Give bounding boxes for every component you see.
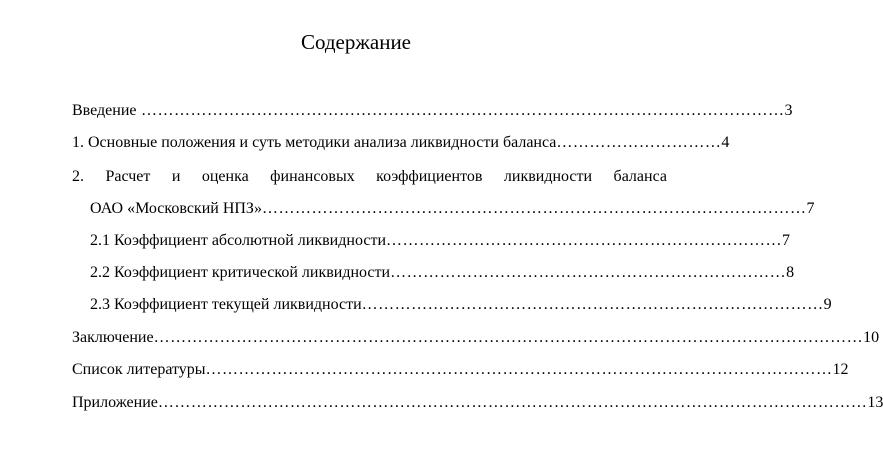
- toc-entry-introduction: [72, 100, 793, 122]
- toc-page-number: 13: [867, 394, 883, 411]
- toc-page-number: 7: [806, 200, 815, 217]
- toc-word: баланса: [613, 168, 667, 185]
- toc-entry-conclusion: [72, 327, 880, 349]
- toc-entry-appendix: [72, 392, 883, 414]
- toc-entry-text: 1. Основные положения и суть методики анализа ликвидности баланса: [72, 134, 557, 151]
- toc-page-number: 9: [823, 296, 832, 313]
- toc-leader-dots: …………………………: [556, 134, 722, 151]
- toc-entry-section-2-3: [90, 294, 832, 316]
- toc-entry-text: Введение: [72, 102, 137, 119]
- toc-entry-bibliography: [72, 359, 849, 381]
- toc-entry-text: Заключение: [72, 329, 154, 346]
- toc-entry-section-2-2: [90, 262, 795, 284]
- toc-leader-dots: ………………………………………………………………………………………………………: [136, 102, 785, 119]
- toc-leader-dots: ……………………………………………………………………………………………………: [205, 361, 833, 378]
- toc-word: коэффициентов: [376, 168, 483, 185]
- toc-word: оценка: [201, 168, 249, 185]
- toc-page-number: 10: [863, 329, 880, 346]
- toc-leader-dots: …………………………………………………………………………………………………………………: [153, 329, 864, 346]
- toc-entry-text: 2.3 Коэффициент текущей ликвидности: [90, 296, 362, 313]
- toc-page-number: 12: [832, 361, 849, 378]
- toc-leader-dots: …………………………………………………………………………………………………………………: [157, 394, 868, 411]
- toc-entry-section-2-line-2: [90, 198, 815, 220]
- toc-word: 2.: [72, 168, 84, 185]
- toc-page-number: 8: [786, 264, 795, 281]
- toc-entry-text: Приложение: [72, 394, 158, 411]
- toc-leader-dots: …………………………………………………………………………: [361, 296, 824, 313]
- toc-page-number: 3: [784, 102, 793, 119]
- toc-word: финансовых: [270, 168, 355, 185]
- toc-leader-dots: ………………………………………………………………: [386, 232, 782, 249]
- toc-entry-section-2-1: [90, 230, 790, 252]
- toc-leader-dots: ………………………………………………………………………………………: [261, 200, 807, 217]
- toc-entry-text: Список литературы: [72, 361, 206, 378]
- toc-word: ликвидности: [503, 168, 593, 185]
- toc-entry-section-1: [72, 132, 730, 154]
- toc-leader-dots: ………………………………………………………………: [390, 264, 787, 281]
- toc-entry-text: 2.2 Коэффициент критической ликвидности: [90, 264, 391, 281]
- toc-entry-text: ОАО «Московский НПЗ»: [90, 200, 262, 217]
- page-title: Содержание: [300, 30, 412, 54]
- toc-entry-text: 2.1 Коэффициент абсолютной ликвидности: [90, 232, 386, 249]
- toc-page-number: 7: [782, 232, 790, 249]
- toc-word: Расчет: [105, 168, 151, 185]
- toc-page-number: 4: [721, 134, 730, 151]
- toc-word: и: [171, 168, 181, 185]
- toc-entry-section-2-line-1: [72, 166, 667, 188]
